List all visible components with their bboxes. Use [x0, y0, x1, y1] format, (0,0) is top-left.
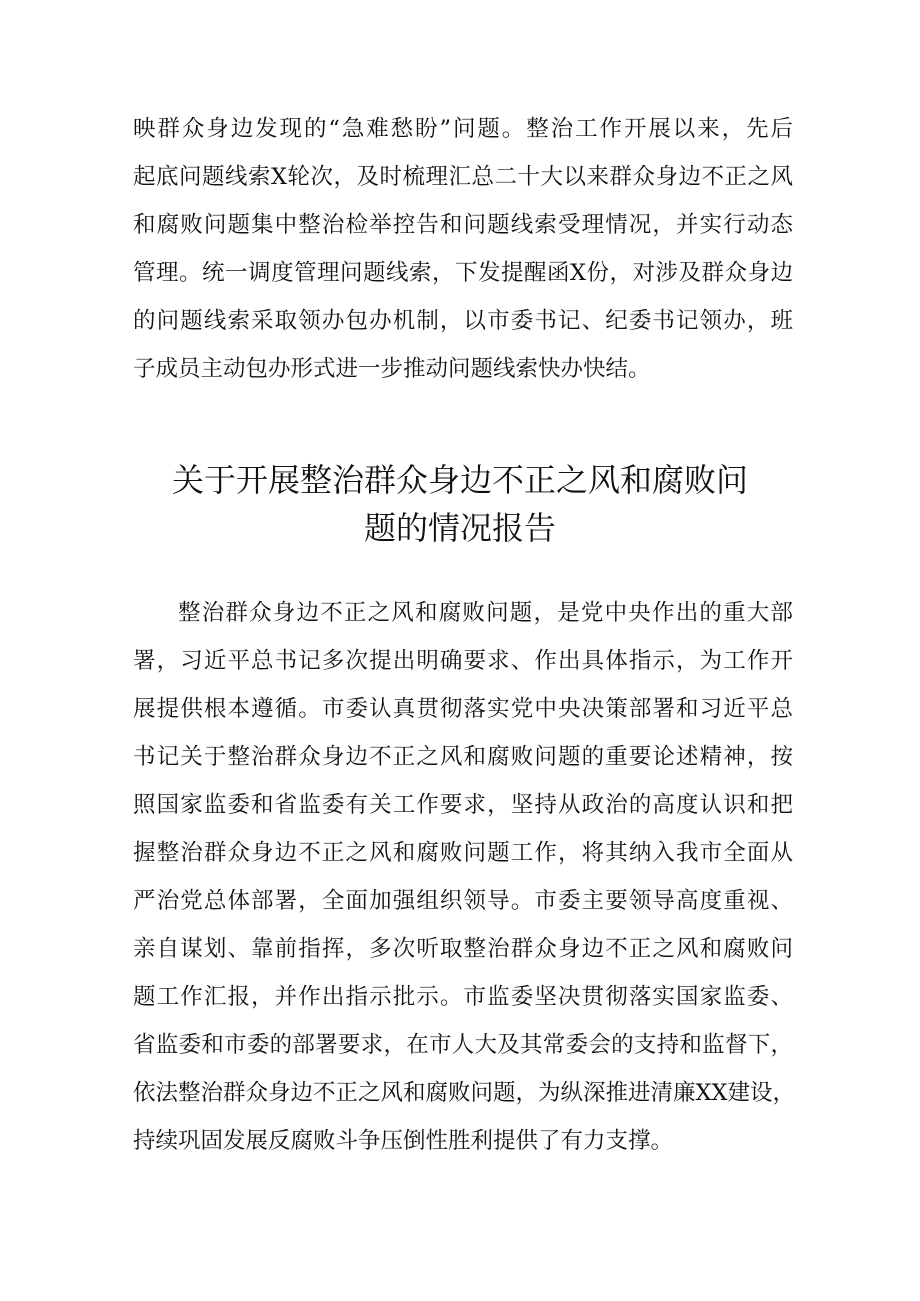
body-line: 整治群众身边不正之风和腐败问题，是党中央作出的重大部: [178, 600, 793, 626]
title-line: 关于开展整治群众身边不正之风和腐败问: [171, 461, 748, 499]
body-line: 书记关于整治群众身边不正之风和腐败问题的重要论述精神，按: [133, 744, 793, 770]
body-line: 持续巩固发展反腐败斗争压倒性胜利提供了有力支撑。: [133, 1128, 674, 1154]
body-line: 依法整治群众身边不正之风和腐败问题，为纵深推进清廉XX建设，: [133, 1080, 796, 1106]
body-line: 照国家监委和省监委有关工作要求，坚持从政治的高度认识和把: [133, 792, 793, 818]
body-line: 展提供根本遵循。市委认真贯彻落实党中央决策部署和习近平总: [133, 696, 793, 722]
title-line: 题的情况报告: [363, 509, 556, 547]
body-line: 省监委和市委的部署要求，在市人大及其常委会的支持和监督下，: [133, 1032, 793, 1058]
body-line: 署，习近平总书记多次提出明确要求、作出具体指示，为工作开: [133, 648, 793, 674]
body-line: 亲自谋划、靠前指挥，多次听取整治群众身边不正之风和腐败问: [133, 936, 793, 962]
body-line: 题工作汇报，并作出指示批示。市监委坚决贯彻落实国家监委、: [133, 984, 793, 1010]
body-line: 严治党总体部署，全面加强组织领导。市委主要领导高度重视、: [133, 888, 793, 914]
report-title: [100, 456, 820, 552]
intro-paragraph: [133, 105, 793, 393]
body-line: 握整治群众身边不正之风和腐败问题工作，将其纳入我市全面从: [133, 840, 793, 866]
intro-line: 子成员主动包办形式进一步推动问题线索快办快结。: [133, 356, 651, 382]
intro-line: 映群众身边发现的“急难愁盼”问题。整治工作开展以来，先后: [133, 116, 793, 142]
intro-line: 起底问题线索X轮次，及时梳理汇总二十大以来群众身边不正之风: [133, 164, 793, 190]
intro-line: 管理。统一调度管理问题线索，下发提醒函X份，对涉及群众身边: [133, 260, 793, 286]
intro-line: 的问题线索采取领办包办机制，以市委书记、纪委书记领办，班: [133, 308, 793, 334]
body-paragraph: [133, 589, 796, 1165]
intro-line: 和腐败问题集中整治检举控告和问题线索受理情况，并实行动态: [133, 212, 793, 238]
